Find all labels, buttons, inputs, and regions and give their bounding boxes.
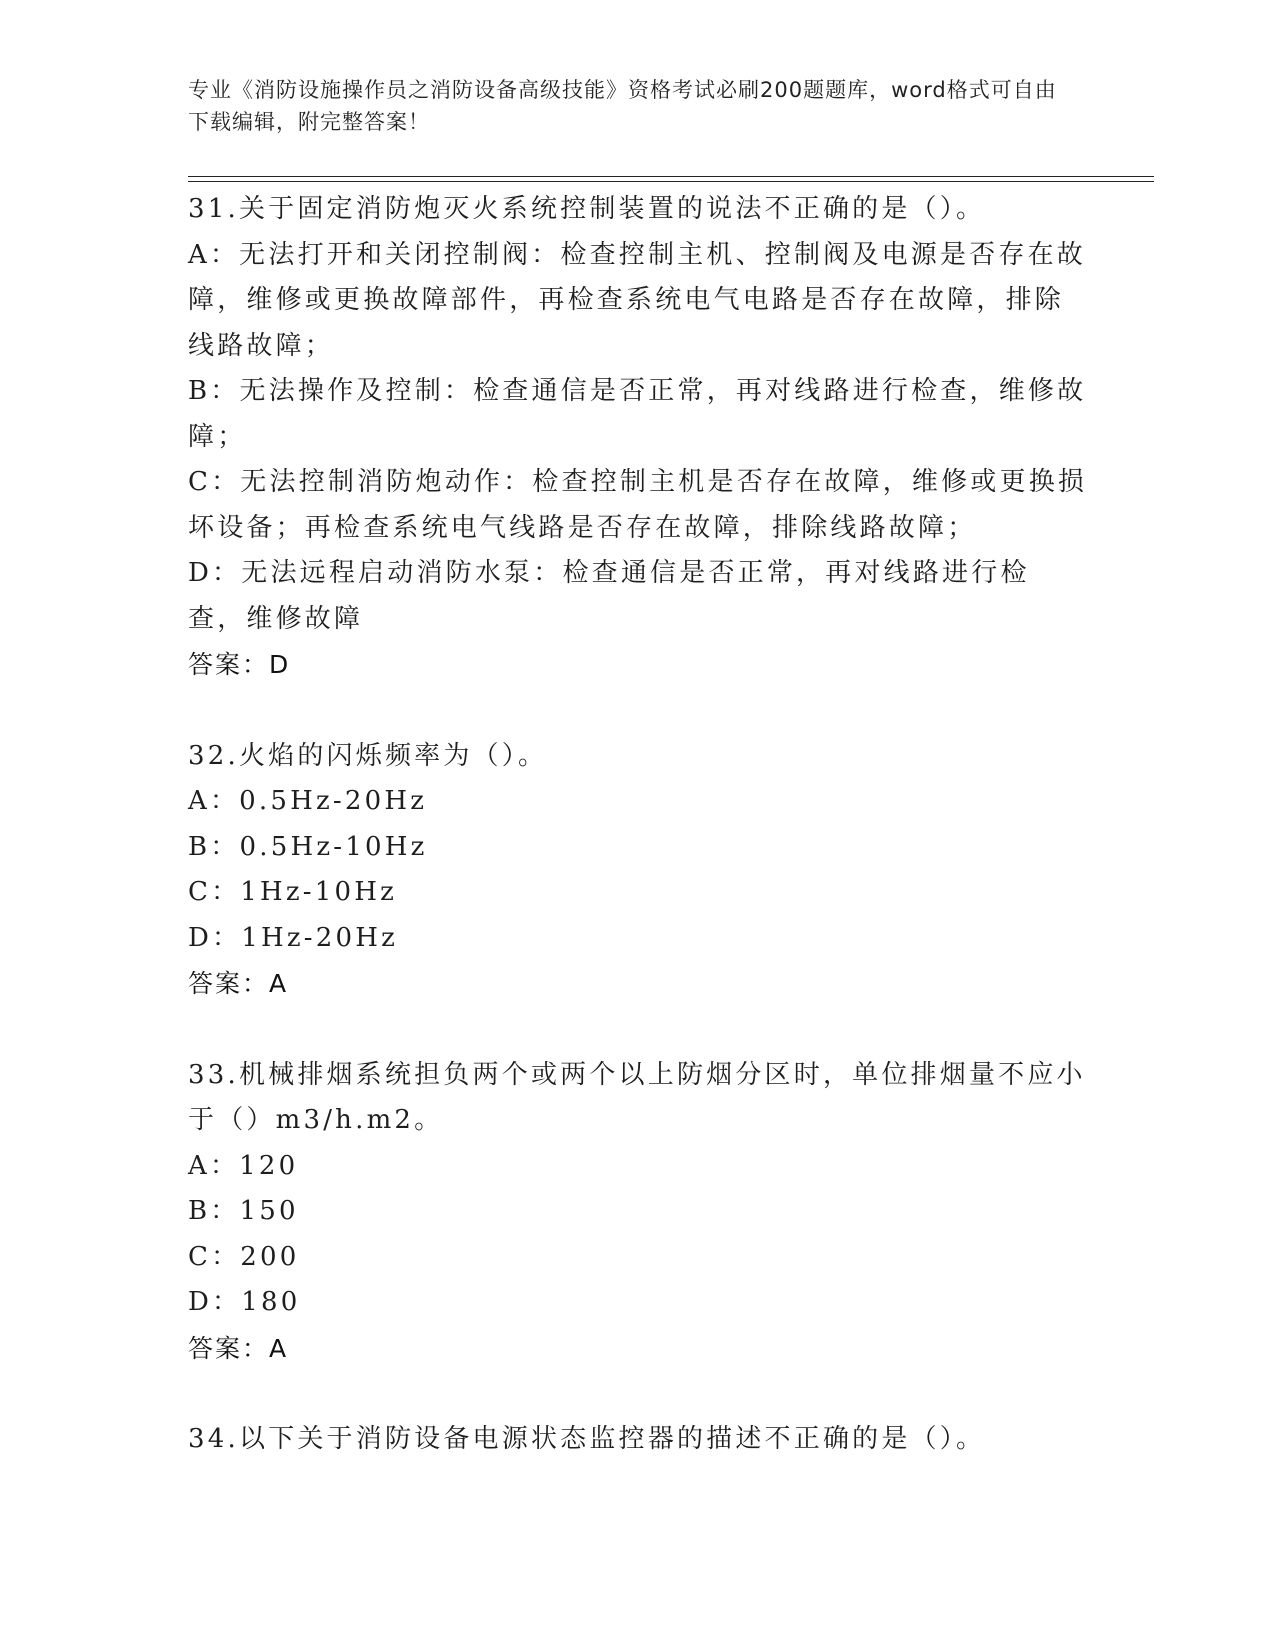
question-list	[188, 187, 1088, 1509]
answer-label: 答案：D	[188, 650, 291, 679]
question-stem: 34.以下关于消防设备电源状态监控器的描述不正确的是（）。	[188, 1424, 986, 1454]
header-divider-bottom	[188, 181, 1154, 182]
option-c: C：无法控制消防炮动作：检查控制主机是否存在故障，维修或更换损坏设备；再检查系统电气线路是否存在故障，排除线路故障；	[188, 467, 1088, 543]
option-c: C：1Hz-10Hz	[188, 877, 398, 907]
option-c: C：200	[188, 1241, 300, 1272]
question-stem: 33.机械排烟系统担负两个或两个以上防烟分区时，单位排烟量不应小于（）m3/h.m2。	[188, 1059, 1086, 1135]
option-b: B：无法操作及控制：检查通信是否正常，再对线路进行检查，维修故障；	[188, 376, 1087, 452]
option-d: D：1Hz-20Hz	[188, 922, 399, 953]
question-31	[188, 187, 1088, 688]
answer-label: 答案：A	[188, 1333, 289, 1363]
option-a: A：无法打开和关闭控制阀：检查控制主机、控制阀及电源是否存在故障，维修或更换故障部件，再检查系统电气电路是否存在故障，排除线路故障；	[188, 239, 1086, 361]
question-32	[188, 734, 1088, 1007]
option-b: B：150	[188, 1196, 299, 1226]
option-b: B：0.5Hz-10Hz	[188, 831, 428, 862]
question-34	[188, 1417, 1088, 1463]
option-d: D：180	[188, 1287, 301, 1317]
answer-label: 答案：A	[188, 969, 289, 998]
option-a: A：120	[188, 1150, 299, 1181]
question-stem: 31.关于固定消防炮灭火系统控制装置的说法不正确的是（）。	[188, 194, 986, 224]
option-a: A：0.5Hz-20Hz	[188, 786, 428, 816]
document-header: 专业《消防设施操作员之消防设备高级技能》资格考试必刷200题题库，word格式可自由下载编辑，附完整答案！	[188, 78, 1057, 134]
header-divider-top	[188, 176, 1154, 177]
question-stem: 32.火焰的闪烁频率为（）。	[188, 740, 548, 771]
question-33	[188, 1053, 1088, 1372]
option-d: D：无法远程启动消防水泵：检查通信是否正常，再对线路进行检查，维修故障	[188, 558, 1030, 634]
